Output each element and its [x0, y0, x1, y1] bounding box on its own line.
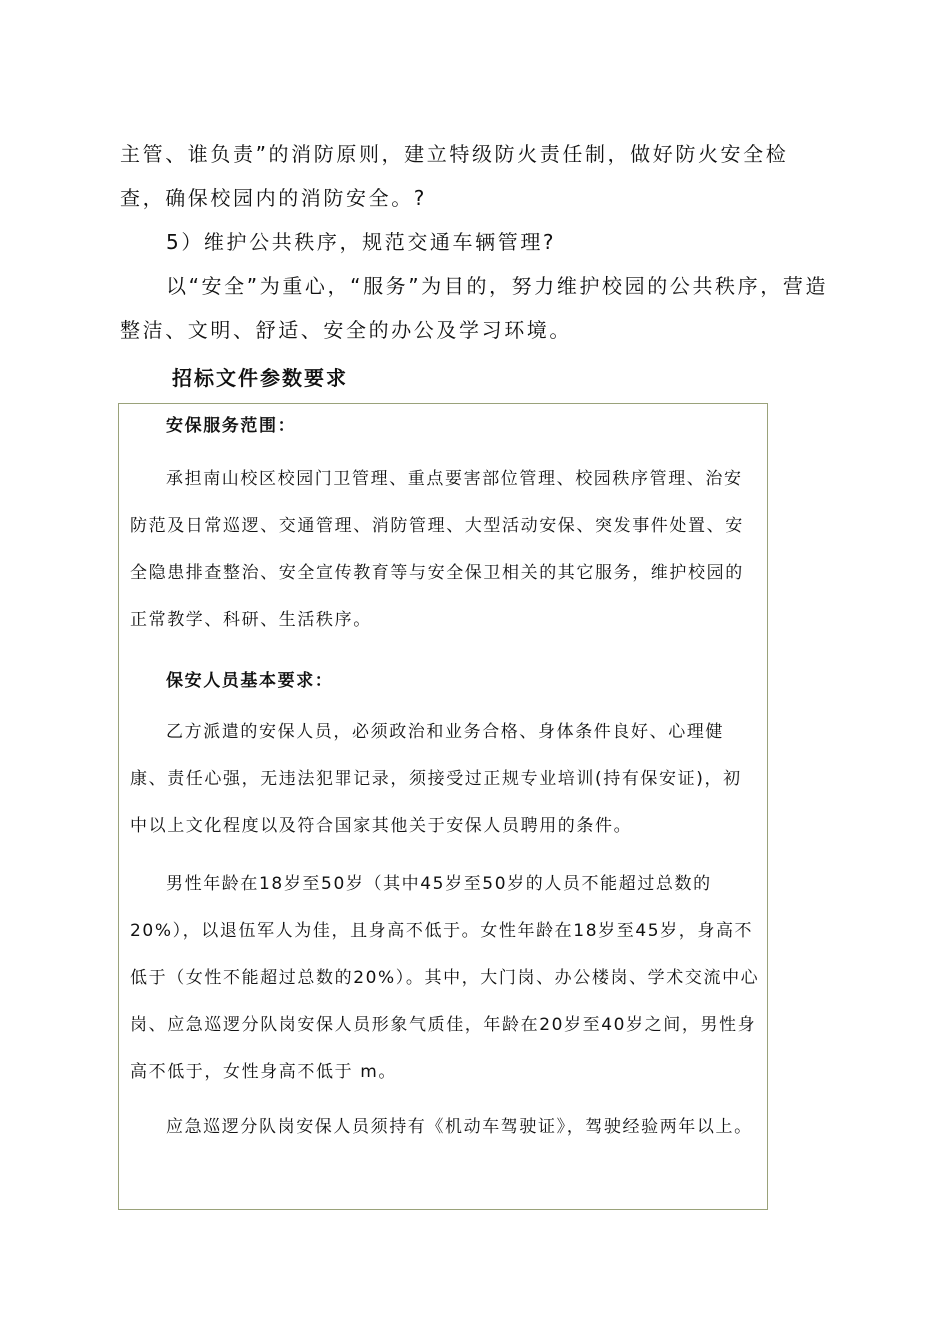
- intro-paragraph-1: 主管、谁负责”的消防原则，建立特级防火责任制，做好防火安全检查，确保校园内的消防安全。?: [120, 142, 789, 210]
- intro-paragraph-2: 5）维护公共秩序，规范交通车辆管理?: [166, 230, 557, 254]
- requirements-title: 保安人员基本要求：: [166, 671, 334, 691]
- intro-paragraph-3: 以“安全”为重心，“服务”为目的，努力维护校园的公共秩序，营造整洁、文明、舒适、安全的办公及学习环境。: [120, 274, 829, 342]
- section-heading: 招标文件参数要求: [172, 366, 348, 390]
- scope-text: 承担南山校区校园门卫管理、重点要害部位管理、校园秩序管理、治安防范及日常巡逻、交通管理、消防管理、大型活动安保、突发事件处置、安全隐患排查整治、安全宣传教育等与安全保卫相关的其它服务，维护校园的正常教学、科研、生活秩序。: [130, 469, 744, 630]
- requirements-text-2: 男性年龄在18岁至50岁（其中45岁至50岁的人员不能超过总数的20%），以退伍军人为佳，且身高不低于。女性年龄在18岁至45岁，身高不低于（女性不能超过总数的20%）。其中，大门岗、办公楼岗、学术交流中心岗、应急巡逻分队岗安保人员形象气质佳，年龄在20岁至40岁之间，男性身高不低于，女性身高不低于 m。: [130, 874, 760, 1082]
- scope-title: 安保服务范围：: [166, 416, 297, 436]
- requirements-text-3: 应急巡逻分队岗安保人员须持有《机动车驾驶证》，驾驶经验两年以上。: [166, 1117, 753, 1137]
- requirements-text-1: 乙方派遣的安保人员，必须政治和业务合格、身体条件良好、心理健康、责任心强，无违法犯罪记录，须接受过正规专业培训(持有保安证)，初中以上文化程度以及符合国家其他关于安保人员聘用的条件。: [130, 722, 742, 836]
- requirements-box: [118, 403, 768, 1210]
